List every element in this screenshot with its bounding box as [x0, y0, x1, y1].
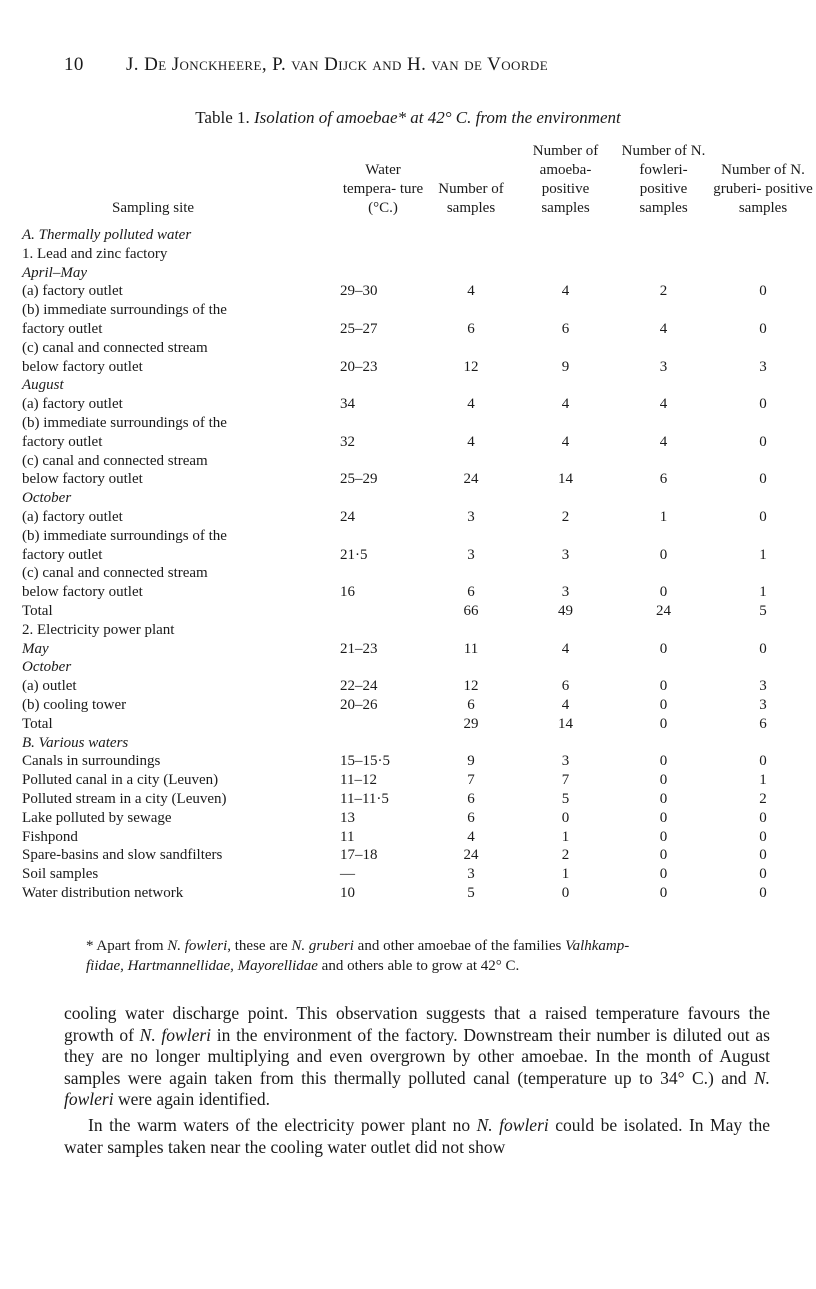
- cell-value: [712, 564, 814, 583]
- cell-value: 5: [759, 602, 767, 619]
- cell-value: 6: [467, 320, 475, 337]
- cell-value: 25–29: [340, 471, 378, 488]
- cell-value: [426, 564, 516, 583]
- cell-value: 24: [656, 602, 671, 619]
- cell-value: 0: [659, 790, 668, 807]
- cell-value: 0: [659, 546, 668, 563]
- table-caption-label: Table 1.: [195, 108, 250, 127]
- table-row: [22, 790, 814, 809]
- cell-value: [426, 489, 516, 508]
- table-row: [22, 583, 814, 602]
- cell-value: 0: [659, 809, 668, 826]
- paragraph: cooling water discharge point. This observation suggests that a raised temperature favours the growth of N. fowleri in the environment of the factory. Downstream their number is diluted out as they are no longer multiplying and even overgrown by other amoebae. In the month of August samples were again taken from this thermally polluted canal (temperature up to 34° C.) and N. fowleri were again identified.: [64, 1003, 770, 1110]
- cell-value: [516, 301, 615, 320]
- cell-value: 15–15·5: [340, 753, 390, 770]
- cell-value: 3: [561, 546, 570, 563]
- cell-value: [712, 339, 814, 358]
- row-label: below factory outlet: [22, 358, 143, 375]
- table-row: [22, 376, 814, 395]
- table-row: [22, 282, 814, 301]
- cell-value: 0: [759, 884, 767, 901]
- paragraph: In the warm waters of the electricity power plant no N. fowleri could be isolated. In May the water samples taken near the cooling water outlet did not show: [64, 1114, 770, 1157]
- cell-value: 0: [759, 809, 767, 826]
- cell-value: 1: [561, 828, 570, 845]
- cell-value: [615, 339, 712, 358]
- cell-value: 1: [659, 508, 668, 525]
- cell-value: 20–26: [340, 696, 378, 713]
- table-row: [22, 339, 814, 358]
- cell-value: [516, 734, 615, 753]
- row-label: April–May: [22, 264, 87, 281]
- cell-value: 0: [659, 772, 668, 789]
- cell-value: 0: [659, 715, 668, 732]
- cell-value: 3: [759, 696, 767, 713]
- cell-value: [340, 264, 426, 283]
- cell-value: 3: [561, 584, 570, 601]
- cell-value: [712, 489, 814, 508]
- table-row: [22, 752, 814, 771]
- cell-value: 4: [467, 433, 475, 450]
- cell-value: [426, 245, 516, 264]
- cell-value: [712, 658, 814, 677]
- isolation-table: [22, 142, 814, 903]
- table-row: [22, 828, 814, 847]
- cell-value: [340, 226, 426, 245]
- cell-value: 0: [659, 584, 668, 601]
- row-label: (a) outlet: [22, 678, 77, 695]
- table-row: [22, 621, 814, 640]
- table-row: [22, 414, 814, 433]
- cell-value: [615, 414, 712, 433]
- cell-value: [340, 301, 426, 320]
- row-label: below factory outlet: [22, 471, 143, 488]
- cell-value: [516, 226, 615, 245]
- cell-value: 2: [659, 283, 668, 300]
- cell-value: 6: [659, 471, 668, 488]
- cell-value: [340, 489, 426, 508]
- cell-value: 3: [561, 753, 570, 770]
- cell-value: 9: [467, 753, 475, 770]
- cell-value: [516, 621, 615, 640]
- cell-value: 25–27: [340, 320, 378, 337]
- cell-value: [426, 527, 516, 546]
- cell-value: 32: [340, 433, 355, 450]
- cell-value: 0: [759, 433, 767, 450]
- cell-value: 4: [659, 433, 668, 450]
- cell-value: [426, 658, 516, 677]
- table-row: [22, 245, 814, 264]
- row-label: (c) canal and connected stream: [22, 565, 208, 582]
- row-label: October: [22, 490, 72, 507]
- cell-value: [340, 452, 426, 471]
- col-header-amoeba: Number of amoeba- positive samples: [532, 143, 599, 216]
- cell-value: [516, 264, 615, 283]
- cell-value: 4: [561, 640, 570, 657]
- cell-value: 0: [759, 320, 767, 337]
- cell-value: 0: [659, 884, 668, 901]
- cell-value: [340, 339, 426, 358]
- cell-value: [340, 602, 426, 621]
- row-label: Soil samples: [22, 866, 99, 883]
- cell-value: 29: [463, 715, 479, 732]
- table-row: [22, 602, 814, 621]
- row-label: factory outlet: [22, 433, 103, 450]
- running-header: [64, 54, 764, 76]
- row-label: Lake polluted by sewage: [22, 809, 172, 826]
- cell-value: [712, 245, 814, 264]
- cell-value: 6: [467, 809, 475, 826]
- cell-value: 0: [759, 866, 767, 883]
- cell-value: [712, 264, 814, 283]
- cell-value: 11: [463, 640, 479, 657]
- cell-value: 24: [463, 471, 479, 488]
- cell-value: 4: [659, 320, 668, 337]
- cell-value: 49: [558, 602, 573, 619]
- cell-value: [426, 414, 516, 433]
- cell-value: 0: [759, 828, 767, 845]
- cell-value: 11–11·5: [340, 790, 389, 807]
- row-label: August: [22, 377, 64, 394]
- cell-value: 0: [759, 847, 767, 864]
- row-label: Total: [22, 715, 53, 732]
- row-label: Fishpond: [22, 828, 78, 845]
- cell-value: 0: [659, 753, 668, 770]
- table-row: [22, 264, 814, 283]
- table-caption-title: Isolation of amoebae* at 42° C. from the environment: [254, 108, 621, 127]
- table-row: [22, 527, 814, 546]
- cell-value: [426, 339, 516, 358]
- cell-value: 12: [463, 678, 479, 695]
- cell-value: [615, 226, 712, 245]
- cell-value: [712, 452, 814, 471]
- cell-value: 6: [467, 696, 475, 713]
- cell-value: 0: [759, 283, 767, 300]
- cell-value: 22–24: [340, 678, 378, 695]
- cell-value: 0: [659, 696, 668, 713]
- col-header-fowleri: Number of N. fowleri- positive samples: [621, 143, 706, 216]
- cell-value: [426, 264, 516, 283]
- body-text: [64, 1003, 770, 1158]
- cell-value: 2: [561, 508, 570, 525]
- table-row: [22, 320, 814, 339]
- table-row: [22, 395, 814, 414]
- row-label: Polluted stream in a city (Leuven): [22, 790, 227, 807]
- table-row: [22, 865, 814, 884]
- cell-value: 3: [467, 546, 475, 563]
- cell-value: 5: [467, 884, 475, 901]
- cell-value: [615, 376, 712, 395]
- cell-value: [340, 734, 426, 753]
- row-label: Spare-basins and slow sandfilters: [22, 847, 223, 864]
- cell-value: 0: [659, 640, 668, 657]
- cell-value: 3: [659, 358, 668, 375]
- cell-value: [615, 264, 712, 283]
- cell-value: 0: [759, 396, 767, 413]
- row-label: (a) factory outlet: [22, 508, 123, 525]
- cell-value: [340, 715, 426, 734]
- cell-value: [615, 564, 712, 583]
- cell-value: [615, 658, 712, 677]
- cell-value: [712, 301, 814, 320]
- cell-value: [340, 564, 426, 583]
- cell-value: [340, 621, 426, 640]
- table-row: [22, 433, 814, 452]
- table-row: [22, 564, 814, 583]
- row-label: factory outlet: [22, 320, 103, 337]
- cell-value: [516, 527, 615, 546]
- row-label: Total: [22, 602, 53, 619]
- cell-value: 24: [463, 847, 479, 864]
- row-label: (a) factory outlet: [22, 396, 123, 413]
- cell-value: —: [340, 866, 355, 883]
- cell-value: 4: [467, 828, 475, 845]
- cell-value: 66: [463, 602, 479, 619]
- cell-value: [712, 621, 814, 640]
- cell-value: 9: [561, 358, 570, 375]
- table-row: [22, 470, 814, 489]
- cell-value: [712, 226, 814, 245]
- cell-value: [712, 527, 814, 546]
- cell-value: 1: [759, 546, 767, 563]
- row-label: (b) immediate surroundings of the: [22, 414, 227, 431]
- row-label: (b) immediate surroundings of the: [22, 302, 227, 319]
- cell-value: 14: [558, 715, 573, 732]
- row-label: (b) cooling tower: [22, 696, 127, 713]
- cell-value: 4: [659, 396, 668, 413]
- cell-value: 6: [467, 584, 475, 601]
- cell-value: 4: [561, 696, 570, 713]
- row-label: (c) canal and connected stream: [22, 339, 208, 356]
- cell-value: 3: [759, 358, 767, 375]
- cell-value: 0: [659, 678, 668, 695]
- cell-value: [615, 621, 712, 640]
- cell-value: 10: [340, 884, 355, 901]
- cell-value: [712, 734, 814, 753]
- cell-value: [516, 245, 615, 264]
- cell-value: 21·5: [340, 546, 368, 563]
- cell-value: 3: [759, 678, 767, 695]
- cell-value: 1: [759, 584, 767, 601]
- cell-value: [516, 414, 615, 433]
- col-header-samples: Number of samples: [438, 181, 504, 216]
- row-label: (b) immediate surroundings of the: [22, 527, 227, 544]
- cell-value: 20–23: [340, 358, 378, 375]
- cell-value: 13: [340, 809, 355, 826]
- row-label: below factory outlet: [22, 584, 143, 601]
- cell-value: 14: [558, 471, 573, 488]
- cell-value: 17–18: [340, 847, 378, 864]
- cell-value: [712, 414, 814, 433]
- table-row: [22, 771, 814, 790]
- table-row: [22, 226, 814, 245]
- cell-value: 3: [467, 866, 475, 883]
- row-label: 2. Electricity power plant: [22, 621, 175, 638]
- table-row: [22, 846, 814, 865]
- table-footnote: * Apart from N. fowleri, these are N. gruberi and other amoebae of the families Valhkamp- fiidae, Hartmannellidae, Mayorellidae and others able to grow at 42° C.: [86, 938, 630, 974]
- table-row: [22, 809, 814, 828]
- table-row: [22, 658, 814, 677]
- cell-value: [615, 301, 712, 320]
- cell-value: 0: [561, 884, 570, 901]
- table-row: [22, 884, 814, 903]
- cell-value: [426, 621, 516, 640]
- cell-value: [426, 734, 516, 753]
- cell-value: [615, 527, 712, 546]
- table-row: [22, 489, 814, 508]
- cell-value: 0: [659, 866, 668, 883]
- cell-value: [516, 376, 615, 395]
- cell-value: 3: [467, 508, 475, 525]
- cell-value: 4: [561, 283, 570, 300]
- col-header-gruberi: Number of N. gruberi- positive samples: [713, 162, 813, 216]
- row-label: factory outlet: [22, 546, 103, 563]
- cell-value: [615, 734, 712, 753]
- author-line: J. De Jonckheere, P. van Dijck and H. van de Voorde: [126, 54, 549, 75]
- table-row: [22, 677, 814, 696]
- cell-value: 6: [561, 320, 570, 337]
- cell-value: 5: [561, 790, 570, 807]
- table-row: [22, 358, 814, 377]
- row-label: Polluted canal in a city (Leuven): [22, 772, 219, 789]
- row-label: Canals in surroundings: [22, 753, 161, 770]
- cell-value: [516, 452, 615, 471]
- table-row: [22, 508, 814, 527]
- cell-value: 11: [340, 828, 355, 845]
- cell-value: 0: [659, 847, 668, 864]
- cell-value: 4: [467, 283, 475, 300]
- table-row: [22, 715, 814, 734]
- table-row: [22, 734, 814, 753]
- cell-value: 11–12: [340, 772, 377, 789]
- cell-value: 7: [467, 772, 475, 789]
- row-label: Water distribution network: [22, 884, 184, 901]
- cell-value: 0: [759, 508, 767, 525]
- cell-value: 7: [561, 772, 570, 789]
- cell-value: 6: [561, 678, 570, 695]
- row-label: (c) canal and connected stream: [22, 452, 208, 469]
- cell-value: 24: [340, 508, 355, 525]
- cell-value: 2: [561, 847, 570, 864]
- cell-value: [426, 452, 516, 471]
- table-row: [22, 696, 814, 715]
- row-label: 1. Lead and zinc factory: [22, 245, 168, 262]
- cell-value: [426, 376, 516, 395]
- cell-value: [426, 301, 516, 320]
- row-label: B. Various waters: [22, 734, 129, 751]
- cell-value: [340, 658, 426, 677]
- cell-value: [340, 245, 426, 264]
- row-label: A. Thermally polluted water: [22, 227, 192, 243]
- cell-value: 29–30: [340, 283, 378, 300]
- table-caption: [0, 108, 816, 128]
- cell-value: 0: [759, 471, 767, 488]
- cell-value: 1: [561, 866, 570, 883]
- page-number: 10: [64, 54, 84, 75]
- cell-value: [340, 414, 426, 433]
- table-row: [22, 640, 814, 659]
- cell-value: 0: [659, 828, 668, 845]
- row-label: May: [22, 640, 49, 657]
- cell-value: 4: [561, 433, 570, 450]
- col-header-site: Sampling site: [112, 200, 195, 216]
- cell-value: [516, 489, 615, 508]
- cell-value: 4: [561, 396, 570, 413]
- cell-value: [516, 339, 615, 358]
- cell-value: [615, 245, 712, 264]
- cell-value: 2: [759, 790, 767, 807]
- table-row: [22, 546, 814, 565]
- cell-value: [615, 452, 712, 471]
- cell-value: 0: [759, 640, 767, 657]
- cell-value: 0: [561, 809, 570, 826]
- cell-value: 4: [467, 396, 475, 413]
- cell-value: 12: [463, 358, 479, 375]
- cell-value: 6: [467, 790, 475, 807]
- cell-value: 6: [759, 715, 767, 732]
- cell-value: [340, 527, 426, 546]
- row-label: (a) factory outlet: [22, 283, 123, 300]
- col-header-temp: Water tempera- ture (°C.): [342, 162, 424, 216]
- cell-value: 0: [759, 753, 767, 770]
- cell-value: [516, 564, 615, 583]
- table-row: [22, 452, 814, 471]
- cell-value: [340, 376, 426, 395]
- cell-value: 34: [340, 396, 355, 413]
- cell-value: [712, 376, 814, 395]
- row-label: October: [22, 659, 72, 676]
- cell-value: [516, 658, 615, 677]
- table-row: [22, 301, 814, 320]
- cell-value: 1: [759, 772, 767, 789]
- cell-value: 16: [340, 584, 355, 601]
- cell-value: [426, 226, 516, 245]
- cell-value: 21–23: [340, 640, 378, 657]
- cell-value: [615, 489, 712, 508]
